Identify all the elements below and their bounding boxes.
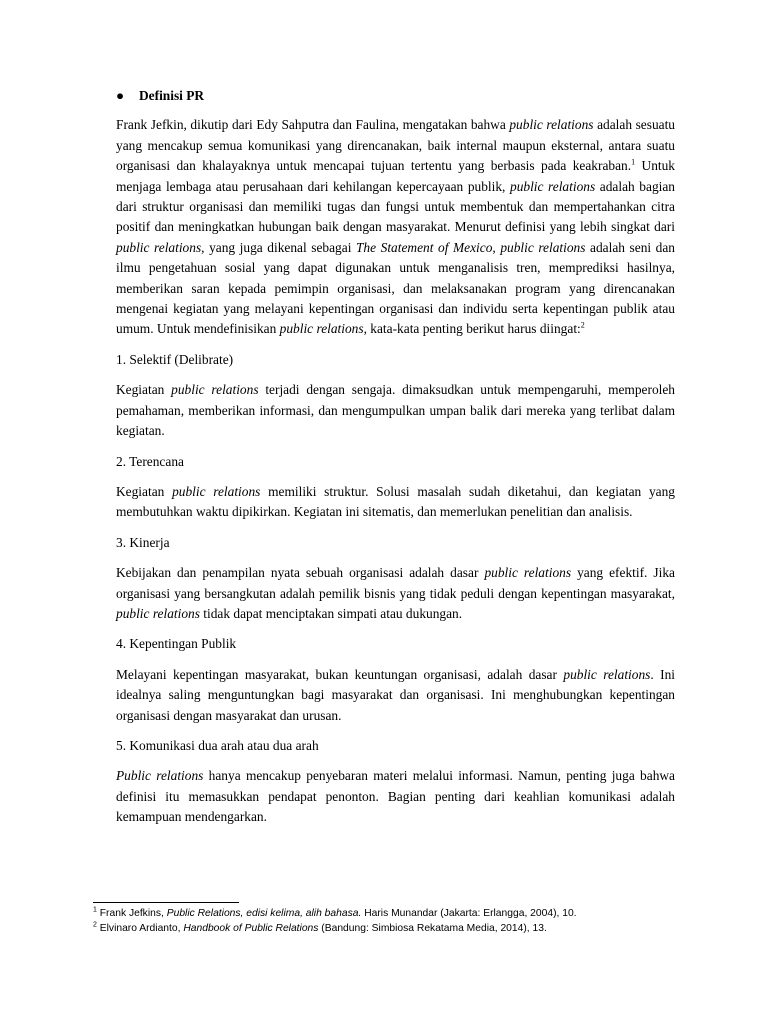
intro-segment: , kata-kata penting berikut harus diingat:: [363, 321, 581, 337]
intro-segment: ,: [492, 239, 501, 255]
body-segment-italic: public relations: [172, 483, 261, 499]
intro-segment-italic: public relations: [279, 321, 364, 337]
intro-paragraph: [116, 115, 675, 339]
body-segment-italic: Public relations: [116, 768, 204, 784]
body-segment: yang efektif. Jika organisasi yang bersangkutan adalah pemilik bisnis yang tidak peduli dengan kepentingan masyarakat,: [116, 565, 675, 601]
list-item-body: [116, 563, 675, 624]
document-body: [116, 86, 675, 838]
intro-segment-italic: public relations: [510, 178, 596, 194]
list-item-title: 5. Komunikasi dua arah atau dua arah: [116, 737, 319, 753]
footnote-number: 2: [93, 921, 97, 929]
list-item-body: [116, 380, 675, 441]
intro-segment: adalah bagian dari struktur organisasi dan memiliki tugas dan fungsi untuk membentuk dan mempertahankan citra positif dan meningkatkan hubungan baik dengan masyarakat. Menurut definisi yang lebih singkat dari: [116, 178, 676, 235]
intro-segment-italic: The Statement of Mexico: [355, 239, 493, 255]
footnotes: [93, 902, 693, 936]
intro-segment: , yang juga dikenal sebagai: [201, 239, 356, 255]
body-segment: . Ini idealnya saling menguntungkan bagi masyarakat dan organisasi. Ini menghubungkan kepentingan organisasi dengan masyarakat dan urusan.: [116, 666, 676, 723]
intro-segment: Untuk menjaga lembaga atau perusahaan dari kehilangan kepercayaan publik,: [116, 158, 676, 194]
section-heading: [116, 86, 675, 106]
body-segment: Melayani kepentingan masyarakat, bukan keuntungan organisasi, adalah dasar: [116, 666, 564, 682]
intro-segment-italic: public relations: [500, 239, 586, 255]
footnote-1: [93, 906, 693, 921]
footnote-segment-italic: Public Relations, edisi kelima, alih bahasa.: [166, 908, 362, 919]
footnote-2: [93, 921, 693, 936]
list-item-title: 4. Kepentingan Publik: [116, 636, 237, 652]
body-segment: terjadi dengan sengaja. dimaksudkan untuk mempengaruhi, memperoleh pemahaman, memberikan informasi, dan mengumpulkan umpan balik dari mereka yang terlibat dalam kegiatan.: [116, 382, 675, 439]
list-item-body: [116, 665, 675, 726]
footnote-segment: (Bandung: Simbiosa Rekatama Media, 2014), 13.: [318, 923, 547, 934]
footnote-ref: 1: [631, 157, 636, 167]
body-segment-italic: public relations: [563, 666, 651, 682]
intro-segment: adalah sesuatu yang mencakup semua komunikasi yang direncanakan, baik internal maupun eksternal, antara suatu organisasi dan khalayaknya untuk mencapai tujuan tertentu yang berbasis pada keakraban.: [116, 117, 676, 174]
bullet-icon: ●: [116, 88, 125, 103]
body-segment: memiliki struktur. Solusi masalah sudah diketahui, dan kegiatan yang membutuhkan waktu dipikirkan. Kegiatan ini sitematis, dan memerlukan penelitian dan analisis.: [116, 483, 675, 520]
body-segment: Kebijakan dan penampilan nyata sebuah organisasi adalah dasar: [116, 565, 485, 581]
list-item-title: 2. Terencana: [116, 453, 184, 469]
footnote-separator: [93, 902, 239, 903]
footnote-ref: 2: [580, 321, 585, 330]
footnote-segment: Elvinaro Ardianto,: [96, 923, 184, 934]
body-segment-italic: public relations: [116, 605, 200, 621]
body-segment: Kegiatan: [116, 483, 173, 499]
body-segment-italic: public relations: [484, 565, 572, 581]
footnote-segment: Haris Munandar (Jakarta: Erlangga, 2004), 10.: [361, 908, 577, 919]
body-segment: Kegiatan: [116, 382, 172, 398]
intro-segment-italic: public relations: [116, 239, 202, 255]
intro-segment-italic: public relations: [509, 117, 594, 133]
list-item-title: 1. Selektif (Delibrate): [116, 351, 234, 367]
list-item-body: [116, 766, 675, 827]
intro-segment: Frank Jefkin, dikutip dari Edy Sahputra dan Faulina, mengatakan bahwa: [116, 117, 510, 133]
footnote-number: 1: [93, 906, 97, 914]
body-segment-italic: public relations: [171, 382, 259, 398]
body-segment: tidak dapat menciptakan simpati atau dukungan.: [199, 605, 463, 621]
list-item-body: [116, 482, 675, 523]
body-segment: hanya mencakup penyebaran materi melalui informasi. Namun, penting juga bahwa definisi itu memasukkan pendapat penonton. Bagian penting dari keahlian komunikasi adalah kemampuan mendengarkan.: [116, 768, 675, 825]
intro-segment: adalah seni dan ilmu pengetahuan sosial yang dapat digunakan untuk menganalisis tren, memprediksi hasilnya, memberikan saran kepada pemimpin organisasi, dan melaksanakan program yang direncanakan mengenai kegiatan yang melayani kepentingan organisasi dan individu serta kepentingan publik atau umum. Untuk mendefinisikan: [116, 239, 676, 337]
footnote-segment: Frank Jefkins,: [96, 908, 167, 919]
list-item-title: 3. Kinerja: [116, 534, 170, 550]
footnote-segment-italic: Handbook of Public Relations: [183, 923, 319, 934]
section-heading-text: Definisi PR: [139, 88, 205, 103]
